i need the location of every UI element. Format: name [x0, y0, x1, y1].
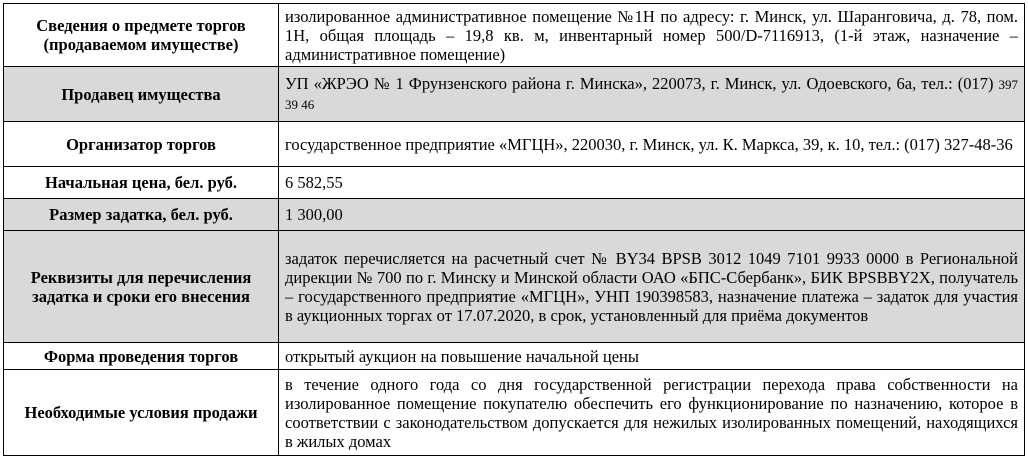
row-deposit: [4, 199, 1025, 231]
row-value: открытый аукцион на повышение начальной цены: [279, 343, 1025, 370]
row-label: Необходимые условия продажи: [4, 370, 279, 456]
row-subject: [4, 4, 1025, 67]
seller-phone: 397 39 46: [285, 77, 1018, 112]
row-value: задаток перечисляется на расчетный счет № BY34 BPSB 3012 1049 7101 9933 0000 в Региональной дирекции № 700 по г. Минску и Минской области ОАО «БПС-Сбербанк», БИК BPSBBY2X, получатель – государственного предприятие «МГЦН», УНП 190398583, назначение платежа – задаток для участия в аукционных торгах от 17.07.2020, в срок, установленный для приёма документов: [279, 231, 1025, 343]
seller-address: УП «ЖРЭО № 1 Фрунзенского района г. Минска», 220073, г. Минск, ул. Одоевского, 6а, тел.: (017): [285, 74, 999, 93]
row-value: [279, 67, 1025, 122]
row-deposit-details: [4, 231, 1025, 343]
row-label: Организатор торгов: [4, 122, 279, 167]
row-label: Форма проведения торгов: [4, 343, 279, 370]
row-value: 6 582,55: [279, 167, 1025, 199]
row-label: Реквизиты для перечисления задатка и сроки его внесения: [4, 231, 279, 343]
row-label: Сведения о предмете торгов (продаваемом имуществе): [4, 4, 279, 67]
row-value: государственное предприятие «МГЦН», 220030, г. Минск, ул. К. Маркса, 39, к. 10, тел.: (017) 327-48-36: [279, 122, 1025, 167]
row-sale-conditions: [4, 370, 1025, 456]
row-start-price: [4, 167, 1025, 199]
row-label: Продавец имущества: [4, 67, 279, 122]
row-seller: [4, 67, 1025, 122]
row-label: Размер задатка, бел. руб.: [4, 199, 279, 231]
row-auction-form: [4, 343, 1025, 370]
row-value: изолированное административное помещение №1Н по адресу: г. Минск, ул. Шаранговича, д. 78, пом. 1Н, общая площадь – 19,8 кв. м, инвентарный номер 500/D-7116913, (1-й этаж, назначение – административное помещение): [279, 4, 1025, 67]
row-label: Начальная цена, бел. руб.: [4, 167, 279, 199]
row-organizer: [4, 122, 1025, 167]
auction-info-table: [3, 3, 1025, 456]
row-value: в течение одного года со дня государственной регистрации перехода права собственности на изолированное помещение покупателю обеспечить его функционирование по назначению, которое в соответствии с законодательством допускается для нежилых изолированных помещений, находящихся в жилых домах: [279, 370, 1025, 456]
row-value: 1 300,00: [279, 199, 1025, 231]
